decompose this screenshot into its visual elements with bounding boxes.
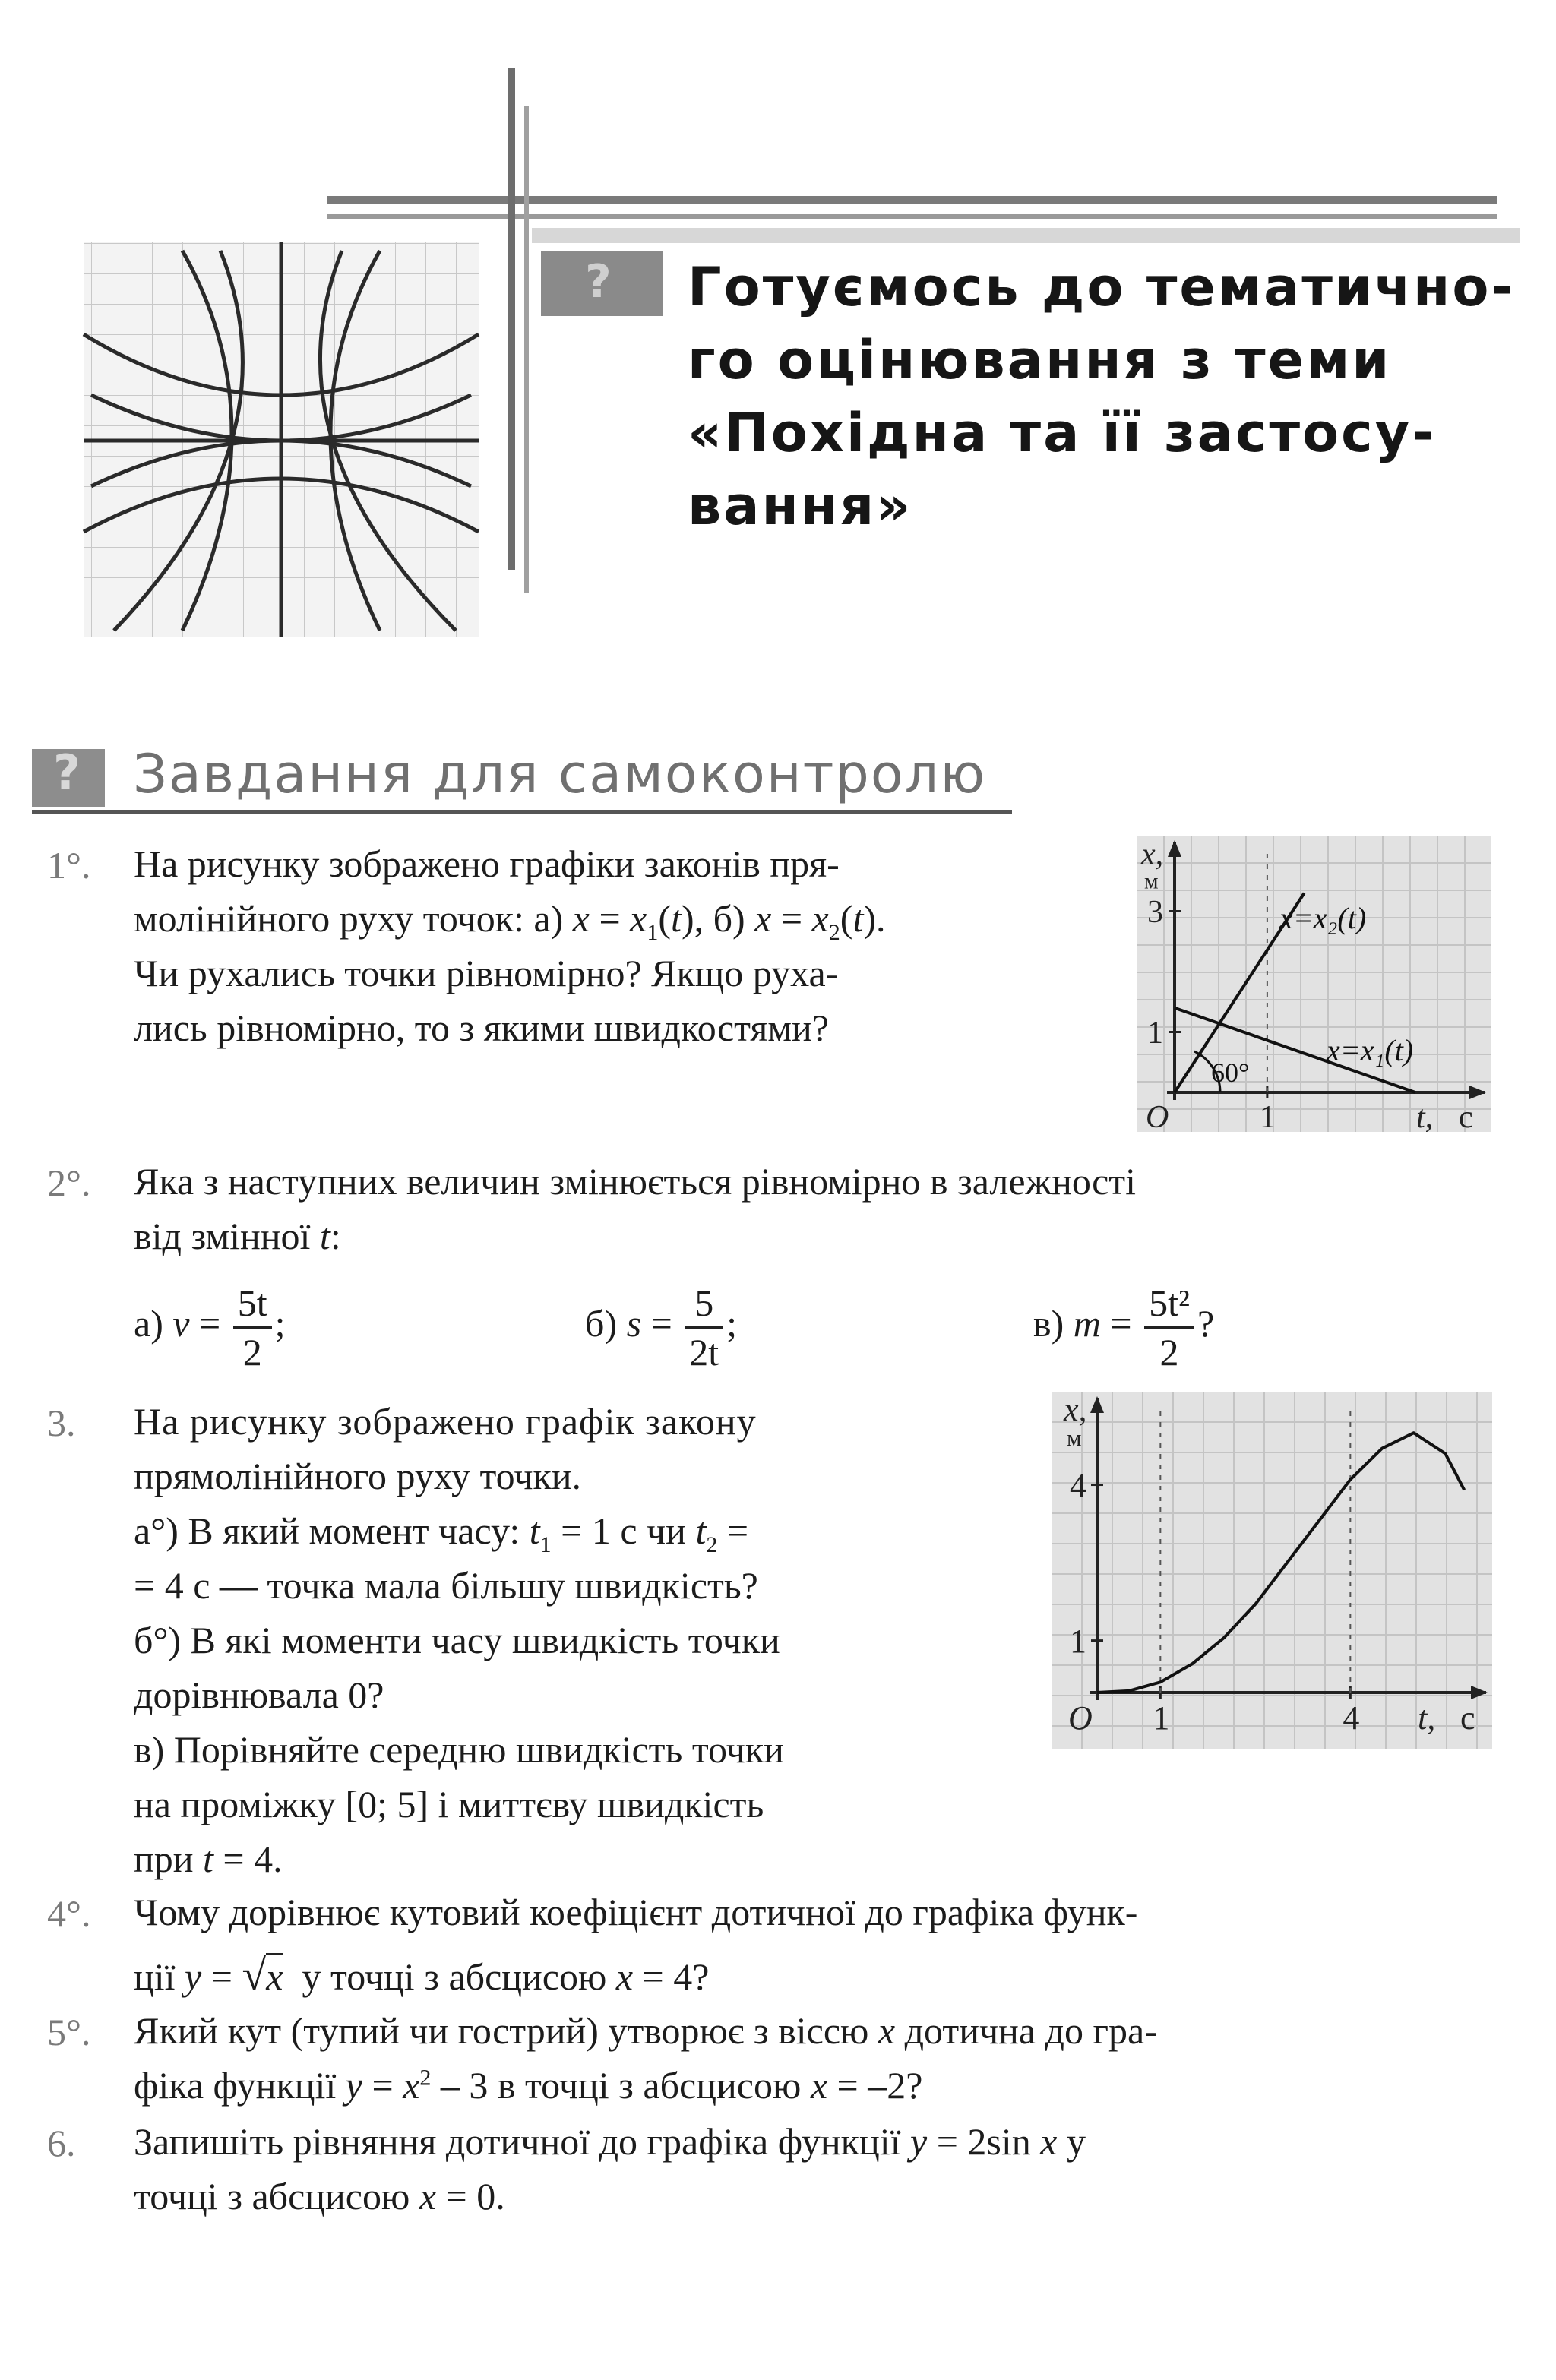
option-var: m bbox=[1073, 1301, 1101, 1345]
task-1-line: молінійного руху точок: а) $x = x_1(t)$, б) $x = x_2(t)$. bbox=[134, 897, 886, 945]
option-end: ? bbox=[1197, 1301, 1215, 1345]
chart-1 bbox=[1137, 836, 1491, 1132]
task-4-line: Чому дорівнює кутовий коефіцієнт дотичної до графіка функ- bbox=[134, 1891, 1138, 1933]
x-tick-label: 4 bbox=[1343, 1699, 1360, 1737]
x-axis-unit: с bbox=[1460, 1699, 1475, 1737]
task-2-option-c: в) m = $\frac{\text{5t²}}{2}$ ? bbox=[1033, 1282, 1215, 1373]
x-axis-label: t, bbox=[1416, 1100, 1434, 1132]
section-underline bbox=[32, 810, 1012, 814]
task-3-line: в) Порівняйте середню швидкість точки bbox=[134, 1728, 784, 1771]
option-end: ; bbox=[274, 1301, 286, 1345]
task-2-line: Яка з наступних величин змінюється рівномірно в залежності bbox=[134, 1160, 1137, 1203]
question-icon: ? bbox=[53, 744, 81, 800]
fraction-numerator: 5 bbox=[685, 1284, 723, 1329]
x-axis-unit: с bbox=[1459, 1100, 1473, 1132]
question-icon: ? bbox=[585, 255, 612, 308]
origin-label: O bbox=[1146, 1100, 1169, 1132]
option-var: v bbox=[172, 1301, 190, 1345]
y-axis-unit: м bbox=[1144, 869, 1159, 894]
fraction-numerator: 5t bbox=[233, 1284, 272, 1329]
fraction-denominator: 2 bbox=[1159, 1331, 1179, 1373]
chart-2-svg bbox=[1052, 1392, 1492, 1749]
angle-label: 60° bbox=[1211, 1057, 1250, 1088]
origin-label: O bbox=[1068, 1699, 1093, 1737]
x-tick-label: 1 bbox=[1153, 1699, 1170, 1737]
task-3-line: = 4 с — точка мала більшу швидкість? bbox=[134, 1564, 758, 1607]
task-3-line: при t = 4. bbox=[134, 1838, 283, 1880]
y-tick-label: 3 bbox=[1147, 895, 1163, 931]
chapter-title-line: Готуємось до тематично- bbox=[688, 256, 1516, 318]
task-number: 4°. bbox=[47, 1892, 91, 1935]
task-3-line: на проміжку [0; 5] і миттєву швидкість bbox=[134, 1783, 764, 1825]
task-4-line: ції y = √x у точці з абсцисою x = 4? bbox=[134, 1950, 710, 1999]
y-axis-unit: м bbox=[1067, 1425, 1082, 1451]
task-3-line: На рисунку зображено графік закону bbox=[134, 1400, 757, 1443]
task-5-line: Який кут (тупий чи гострий) утворює з віссю x дотична до гра- bbox=[134, 2009, 1157, 2052]
y-tick-label: 4 bbox=[1070, 1466, 1086, 1504]
chapter-title-line: го оцінювання з теми bbox=[688, 329, 1392, 391]
option-end: ; bbox=[726, 1301, 738, 1345]
chart-2 bbox=[1052, 1392, 1492, 1749]
chapter-title-line: «Похідна та її застосу- bbox=[688, 402, 1437, 464]
task-number: 2°. bbox=[47, 1162, 91, 1204]
task-5-line: фіка функції $y = x^2 - 3$ в точці з абсцисою x = –2? bbox=[134, 2064, 923, 2107]
task-number: 3. bbox=[47, 1402, 76, 1444]
x-axis-label: t, bbox=[1418, 1699, 1436, 1737]
y-tick-label: 1 bbox=[1147, 1016, 1163, 1051]
option-label: в) bbox=[1033, 1301, 1064, 1345]
option-label: б) bbox=[585, 1301, 618, 1345]
chart-1-svg bbox=[1137, 836, 1491, 1132]
task-number: 1°. bbox=[47, 844, 91, 887]
x-tick-label: 1 bbox=[1259, 1100, 1276, 1132]
task-3-line: а°) В який момент часу: $t_1 = 1$ с чи $t_2$ = bbox=[134, 1509, 749, 1557]
series-label: x=x₁(t) bbox=[1327, 1033, 1414, 1067]
task-6-line: Запишіть рівняння дотичної до графіка функції y = 2sin x у bbox=[134, 2120, 1086, 2163]
y-axis-label: x, bbox=[1064, 1392, 1087, 1428]
task-number: 5°. bbox=[47, 2011, 91, 2053]
task-1-line: лись рівномірно, то з якими швидкостями? bbox=[134, 1007, 829, 1049]
fraction-denominator: 2 bbox=[242, 1331, 262, 1373]
option-var: s bbox=[626, 1301, 642, 1345]
task-2-option-a: а) v = $\frac{5t}{2}$ ; bbox=[134, 1282, 286, 1373]
task-3-line: прямолінійного руху точки. bbox=[134, 1455, 582, 1497]
y-tick-label: 1 bbox=[1070, 1623, 1086, 1661]
task-1-line: Чи рухались точки рівномірно? Якщо руха- bbox=[134, 952, 839, 994]
option-label: а) bbox=[134, 1301, 163, 1345]
fraction-numerator: 5t² bbox=[1144, 1284, 1194, 1329]
section-title: Завдання для самоконтролю bbox=[133, 743, 987, 805]
task-3-line: б°) В які моменти часу швидкість точки bbox=[134, 1619, 780, 1661]
task-number: 6. bbox=[47, 2122, 76, 2164]
fraction-denominator: 2t bbox=[689, 1331, 719, 1373]
chapter-title-line: вання» bbox=[688, 475, 913, 537]
task-2-line: від змінної t: bbox=[134, 1215, 341, 1257]
task-2-option-b: б) s = $\frac{5}{2t}$ ; bbox=[585, 1282, 738, 1373]
chapter-title bbox=[688, 251, 1516, 542]
task-1-line: На рисунку зображено графіки законів пря- bbox=[134, 842, 840, 885]
y-axis-label: x, bbox=[1141, 837, 1164, 872]
task-6-line: точці з абсцисою x = 0. bbox=[134, 2175, 505, 2217]
task-3-line: дорівнювала 0? bbox=[134, 1674, 384, 1716]
series-label: x=x₂(t) bbox=[1279, 901, 1367, 935]
